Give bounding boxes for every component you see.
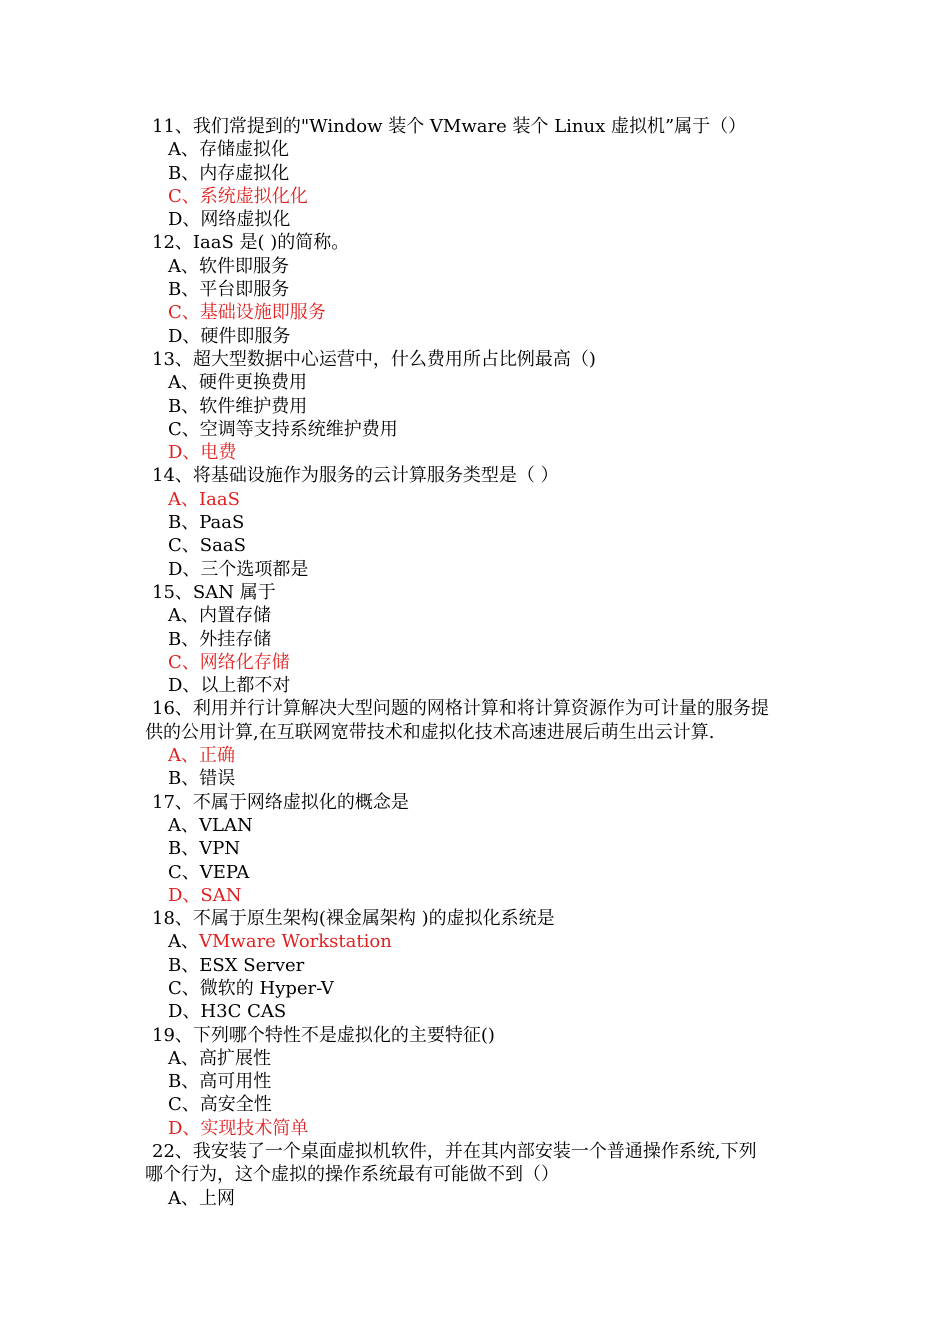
answer-option-correct: [145, 930, 825, 953]
answer-option-correct: D、实现技术简单: [168, 1117, 309, 1139]
question-text-continued: 供的公用计算,在互联网宽带技术和虚拟化技术高速进展后萌生出云计算.: [145, 721, 715, 743]
answer-option: D、网络虚拟化: [168, 209, 291, 231]
option-body: VMware Workstation: [199, 931, 392, 953]
answer-option: A、高扩展性: [168, 1047, 271, 1069]
answer-option: C、VEPA: [168, 861, 250, 883]
answer-option: C、空调等支持系统维护费用: [168, 418, 398, 440]
answer-option-correct: A、正确: [168, 745, 235, 767]
question-block: [145, 697, 825, 790]
answer-option-correct: D、电费: [168, 442, 237, 464]
option-letter: A、: [168, 931, 199, 953]
question-text: 17、不属于网络虚拟化的概念是: [152, 791, 409, 813]
answer-option-correct: C、基础设施即服务: [168, 302, 326, 324]
answer-option: A、硬件更换费用: [168, 372, 307, 394]
question-list: [145, 115, 825, 1210]
question-text: 16、利用并行计算解决大型问题的网格计算和将计算资源作为可计量的服务提: [152, 698, 769, 720]
question-text: 11、我们常提到的"Window 装个 VMware 装个 Linux 虚拟机”属于（）: [152, 116, 747, 137]
answer-option: D、硬件即服务: [168, 325, 291, 347]
answer-option-correct: A、IaaS: [168, 488, 240, 510]
question-block: [145, 464, 825, 580]
answer-option: A、软件即服务: [168, 255, 289, 277]
answer-option: B、外挂存储: [168, 628, 272, 650]
answer-option-correct: C、网络化存储: [168, 651, 290, 673]
question-block: [145, 791, 825, 907]
answer-option: A、存储虚拟化: [168, 139, 289, 161]
question-text: 18、不属于原生架构(裸金属架构 )的虚拟化系统是: [152, 908, 555, 930]
question-text: 15、SAN 属于: [152, 581, 276, 603]
answer-option: D、H3C CAS: [168, 1001, 287, 1023]
question-block: [145, 581, 825, 697]
question-block: [145, 348, 825, 464]
question-block: [145, 231, 825, 347]
question-text: 19、下列哪个特性不是虚拟化的主要特征(): [152, 1024, 495, 1046]
answer-option: B、软件维护费用: [168, 395, 308, 417]
answer-option: B、内存虚拟化: [168, 162, 290, 184]
question-text-continued: 哪个行为，这个虚拟的操作系统最有可能做不到（）: [145, 1164, 559, 1186]
answer-option: A、内置存储: [168, 605, 271, 627]
answer-option: D、以上都不对: [168, 675, 291, 697]
answer-option: B、VPN: [168, 838, 241, 860]
answer-option: D、三个选项都是: [168, 558, 309, 580]
answer-option: B、错误: [168, 768, 236, 790]
answer-option: C、SaaS: [168, 535, 246, 557]
answer-option: B、高可用性: [168, 1071, 272, 1093]
answer-option: C、高安全性: [168, 1094, 272, 1116]
question-text: 22、我安装了一个桌面虚拟机软件，并在其内部安装一个普通操作系统,下列: [152, 1141, 757, 1163]
answer-option: B、ESX Server: [168, 954, 305, 976]
question-text: 14、将基础设施作为服务的云计算服务类型是（ ）: [152, 465, 559, 487]
question-block: [145, 1140, 825, 1210]
answer-option-correct: D、SAN: [168, 884, 242, 906]
question-block: [145, 907, 825, 1023]
question-text: 12、IaaS 是( )的简称。: [152, 232, 350, 254]
answer-option: A、上网: [168, 1187, 235, 1209]
answer-option: B、平台即服务: [168, 279, 290, 301]
answer-option: C、微软的 Hyper-V: [168, 977, 334, 999]
question-block: [145, 115, 825, 231]
answer-option: B、PaaS: [168, 512, 245, 534]
question-text: 13、超大型数据中心运营中，什么费用所占比例最高（): [152, 348, 596, 370]
question-block: [145, 1024, 825, 1140]
answer-option-correct: C、系统虚拟化化: [168, 185, 308, 207]
answer-option: A、VLAN: [168, 814, 253, 836]
